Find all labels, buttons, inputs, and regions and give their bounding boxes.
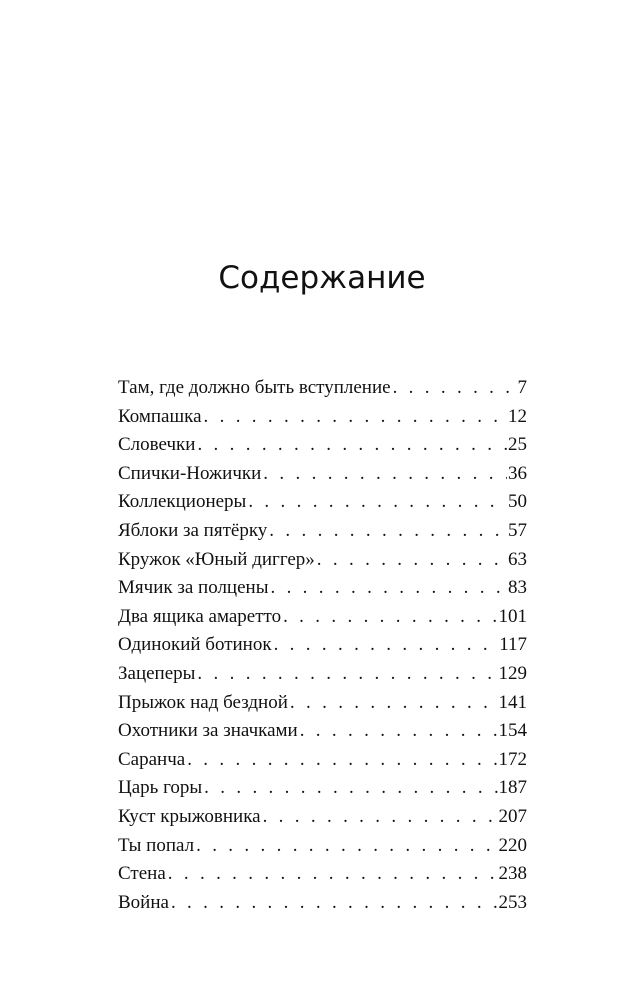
toc-entry-title: Кружок «Юный диггер» [118, 548, 315, 570]
page-title: Содержание [218, 260, 426, 296]
toc-entry-title: Два ящика амаретто [118, 605, 282, 627]
toc-dot-leader [171, 892, 498, 914]
toc-entry-page-number: 83 [508, 577, 527, 599]
toc-entry [118, 606, 527, 635]
toc-entry-page-number: 101 [498, 605, 527, 627]
toc-entry-title: Куст крыжовника [118, 805, 261, 827]
toc-dot-leader [393, 377, 517, 399]
toc-entry [118, 720, 527, 749]
toc-entry [118, 520, 527, 549]
toc-entry-title: Компашка [118, 405, 202, 427]
toc-entry [118, 434, 527, 463]
toc-entry-title: Война [118, 891, 169, 913]
toc-entry-title: Там, где должно быть вступление [118, 377, 391, 398]
toc-entry [118, 577, 527, 606]
toc-entry-title: Спички-Ножички [118, 462, 262, 484]
toc-entry-page-number: 141 [498, 691, 527, 713]
toc-entry [118, 377, 527, 406]
toc-dot-leader [317, 549, 507, 571]
toc-entry [118, 692, 527, 721]
toc-entry-page-number: 154 [498, 720, 527, 742]
toc-entry-page-number: 187 [498, 777, 527, 799]
toc-entry-page-number: 117 [499, 634, 527, 656]
toc-entry [118, 549, 527, 578]
toc-entry-page-number: 238 [498, 863, 527, 885]
toc-entry [118, 835, 527, 864]
toc-entry-title: Саранча [118, 748, 186, 770]
toc-dot-leader [197, 663, 497, 685]
toc-entry [118, 892, 527, 921]
toc-dot-leader [274, 634, 499, 656]
toc-entry-page-number: 57 [508, 519, 527, 541]
toc-entry-title: Ты попал [118, 834, 195, 856]
toc-dot-leader [263, 463, 507, 485]
toc-entry-page-number: 36 [508, 462, 527, 484]
toc-entry-page-number: 253 [498, 891, 527, 913]
toc-entry-title: Мячик за полцены [118, 577, 269, 599]
toc-entry-page-number: 50 [508, 491, 527, 513]
toc-entry-title: Царь горы [118, 777, 203, 799]
toc-dot-leader [290, 692, 498, 714]
toc-entry-title: Охотники за значками [118, 720, 298, 742]
toc-dot-leader [269, 520, 507, 542]
toc-entry [118, 491, 527, 520]
toc-entry-page-number: 63 [508, 548, 527, 570]
toc-entry-title: Зацеперы [118, 662, 196, 684]
toc-dot-leader [263, 806, 498, 828]
toc-dot-leader [283, 606, 497, 628]
toc-dot-leader [300, 720, 498, 742]
toc-entry [118, 863, 527, 892]
toc-entry [118, 463, 527, 492]
toc-entry [118, 663, 527, 692]
toc-entry-page-number: 220 [498, 834, 527, 856]
toc-dot-leader [270, 577, 507, 599]
toc-entry [118, 749, 527, 778]
toc-entry-title: Словечки [118, 434, 196, 456]
toc-entry-title: Одинокий ботинок [118, 634, 272, 656]
toc-entry [118, 634, 527, 663]
toc-dot-leader [248, 491, 507, 513]
toc-dot-leader [204, 777, 497, 799]
toc-entry [118, 406, 527, 435]
toc-dot-leader [168, 863, 498, 885]
toc-dot-leader [197, 434, 507, 456]
toc-entry-title: Стена [118, 863, 166, 885]
toc-entry-page-number: 207 [498, 805, 527, 827]
toc-entry-page-number: 25 [508, 434, 527, 456]
toc-entry-title: Яблоки за пятёрку [118, 519, 268, 541]
toc-entry-page-number: 7 [517, 377, 527, 398]
table-of-contents [118, 377, 527, 920]
toc-entry [118, 777, 527, 806]
toc-dot-leader [204, 406, 508, 428]
toc-entry-page-number: 12 [508, 405, 527, 427]
toc-entry-title: Коллекционеры [118, 491, 247, 513]
toc-entry-title: Прыжок над бездной [118, 691, 288, 713]
toc-entry-page-number: 172 [498, 748, 527, 770]
toc-entry [118, 806, 527, 835]
toc-dot-leader [196, 835, 497, 857]
toc-entry-page-number: 129 [498, 662, 527, 684]
toc-dot-leader [187, 749, 497, 771]
